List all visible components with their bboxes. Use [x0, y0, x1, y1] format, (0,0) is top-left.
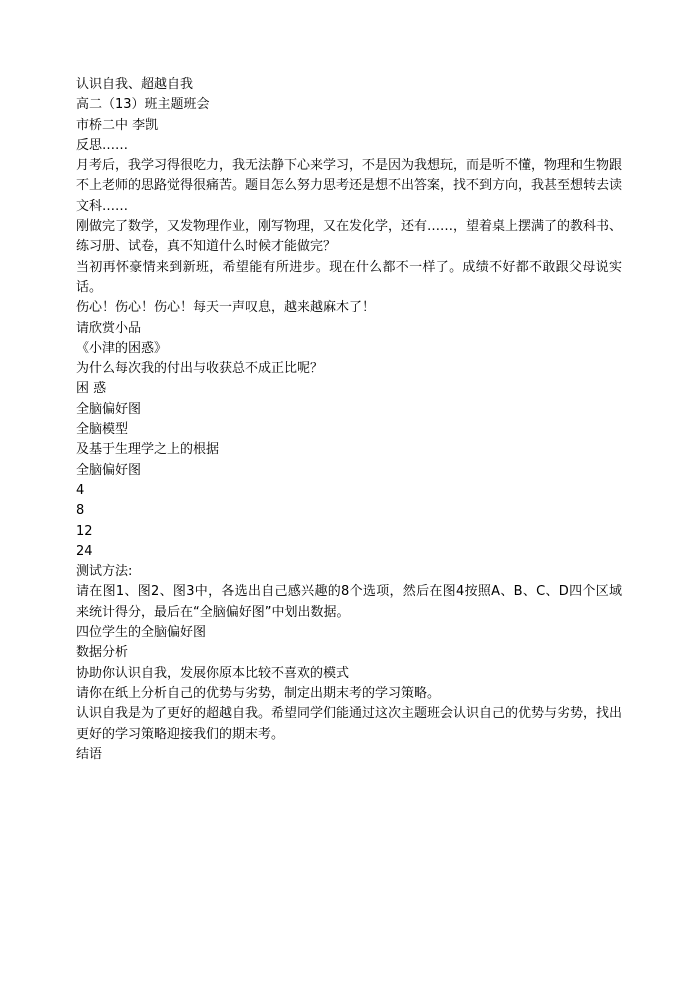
skit-title: 《小津的困惑》 [76, 340, 168, 356]
text-line-confusion: 困 惑 [76, 381, 107, 397]
paragraph-test-instructions: 请在图1、图2、图3中，各选出自己感兴趣的8个选项，然后在图4按照A、B、C、D四个区域来统计得分，最后在“全脑偏好图”中划出数据。 [76, 584, 622, 620]
paragraph-monthly-exam: 月考后，我学习得很吃力，我无法静下心来学习，不是因为我想玩，而是听不懂，物理和生物跟不上老师的思路觉得很痛苦。题目怎么努力思考还是想不出答案，找不到方向，我甚至想转去读文科…… [76, 158, 623, 214]
number-line: 4 [76, 482, 85, 498]
section-heading-reflection: 反思…… [76, 137, 129, 153]
document-title: 认识自我、超越自我 [76, 77, 194, 92]
paragraph-new-class: 当初再怀豪情来到新班，希望能有所进步。现在什么都不一样了。成绩不好都不敢跟父母说实话。 [76, 259, 622, 295]
number-line: 24 [76, 543, 93, 559]
document-body [76, 75, 622, 765]
text-line-test-method: 测试方法: [76, 564, 133, 580]
text-line-data-analysis: 数据分析 [76, 645, 129, 661]
text-line-question: 为什么每次我的付出与收获总不成正比呢？ [76, 361, 324, 377]
class-meeting-subtitle: 高二（13）班主题班会 [76, 97, 210, 113]
text-line-whole-brain-chart-2: 全脑偏好图 [76, 462, 142, 478]
paragraph-homework: 刚做完了数学，又发物理作业，刚写物理，又在发化学，还有……，望着桌上摆满了的教科书、练习册、试卷，真不知道什么时候才能做完？ [76, 219, 623, 255]
text-line-sad: 伤心！伤心！伤心！每天一声叹息，越来越麻木了！ [76, 300, 376, 316]
text-line-four-students: 四位学生的全脑偏好图 [76, 625, 207, 641]
number-line: 12 [76, 523, 93, 539]
author-line: 市桥二中 李凯 [76, 117, 159, 133]
text-line-physiology-basis: 及基于生理学之上的根据 [76, 442, 220, 458]
text-line-skit-intro: 请欣赏小品 [76, 320, 142, 336]
text-line-analyze-strengths: 请你在纸上分析自己的优势与劣势，制定出期末考的学习策略。 [76, 685, 441, 701]
text-line-assist: 协助你认识自我，发展你原本比较不喜欢的模式 [76, 665, 350, 681]
number-line: 8 [76, 503, 85, 519]
paragraph-conclusion: 认识自我是为了更好的超越自我。希望同学们能通过这次主题班会认识自己的优势与劣势，找出更好的学习策略迎接我们的期末考。 [76, 706, 623, 742]
text-line-closing: 结语 [76, 746, 103, 762]
text-line-whole-brain-chart: 全脑偏好图 [76, 401, 142, 417]
text-line-whole-brain-model: 全脑模型 [76, 422, 129, 438]
